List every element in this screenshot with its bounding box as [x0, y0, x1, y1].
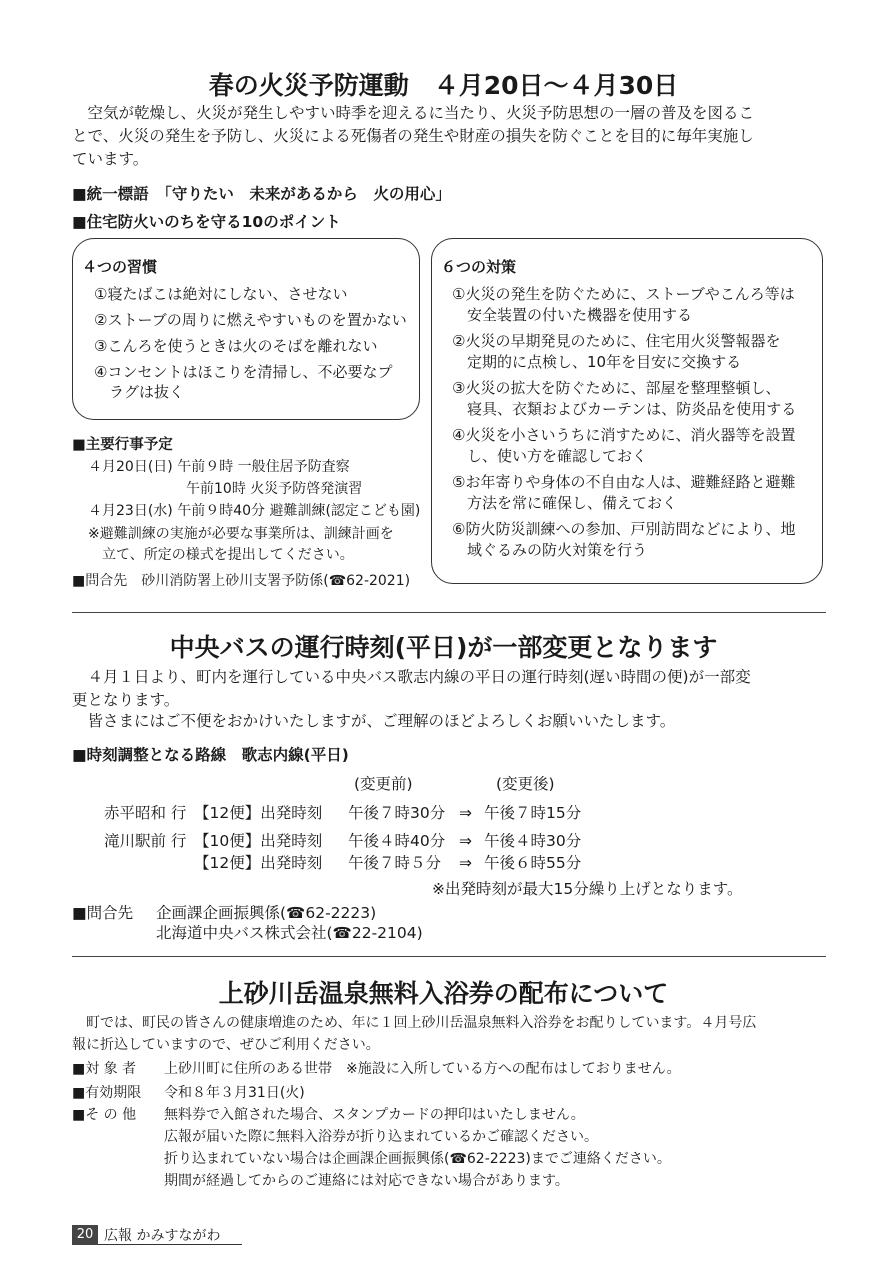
bus-intro-line-2: 更となります。 [72, 691, 180, 709]
fire-points-heading: ■住宅防火いのちを守る10のポイント [72, 213, 341, 231]
fire-intro-line-2: とで、火災の発生を予防し、火災による死傷者の発生や財産の損失を防ぐことを目的に毎年実施し [72, 127, 754, 145]
arrow-icon: ⇒ [459, 854, 472, 872]
after-label: (変更後) [496, 775, 555, 793]
measure-item: 定期的に点検し、10年を目安に交換する [452, 353, 742, 371]
bus-contact-line: 企画課企画振興係(☎62-2223) [156, 904, 377, 922]
habits-heading: ４つの習慣 [82, 258, 158, 276]
event-line: 立て、所定の様式を提出してください。 [88, 547, 354, 563]
habit-item: ④コンセントはほこりを清掃し、不必要なプ [94, 363, 393, 381]
onsen-intro-line-1: 町では、町民の皆さんの健康増進のため、年に１回上砂川岳温泉無料入浴券をお配りしています。４月号広 [72, 1015, 757, 1031]
bus-after-time: 午後６時55分 [484, 854, 582, 872]
before-label: (変更前) [354, 775, 413, 793]
habit-item: ラグは抜く [94, 383, 185, 401]
bus-bin: 【12便】出発時刻 [194, 854, 323, 872]
bus-after-time: 午後４時30分 [484, 832, 582, 850]
fire-contact: ■問合先 砂川消防署上砂川支署予防係(☎62-2021) [72, 573, 411, 589]
bus-intro-line-3: 皆さまにはご不便をおかけいたしますが、ご理解のほどよろしくお願いいたします。 [72, 712, 676, 730]
measure-item: ⑤お年寄りや身体の不自由な人は、避難経路と避難 [452, 473, 796, 491]
onsen-other-line: 折り込まれていない場合は企画課企画振興係(☎62-2223)までご連絡ください。 [164, 1151, 671, 1167]
fire-title: 春の火災予防運動 ４月20日～４月30日 [208, 71, 679, 100]
footer-publication: 広報 かみすながわ [104, 1228, 221, 1244]
habit-item: ②ストーブの周りに燃えやすいものを置かない [94, 311, 407, 329]
measure-item: 域ぐるみの防火対策を行う [452, 541, 648, 559]
bus-before-time: 午後７時30分 [348, 804, 446, 822]
fire-intro-line-3: ています。 [72, 150, 149, 168]
measure-item: 寝具、衣類およびカーテンは、防炎品を使用する [452, 400, 797, 418]
measure-item: 方法を常に確保し、備えておく [452, 494, 678, 512]
bus-contact-line: 北海道中央バス株式会社(☎22-2104) [156, 924, 423, 942]
onsen-intro-line-2: 報に折込していますので、ぜひご利用ください。 [72, 1037, 380, 1053]
bus-note: ※出発時刻が最大15分繰り上げとなります。 [432, 880, 743, 898]
bus-before-time: 午後７時５分 [348, 854, 442, 872]
measure-item: ⑥防火防災訓練への参加、戸別訪問などにより、地 [452, 520, 796, 538]
onsen-target-value: 上砂川町に住所のある世帯 ※施設に入所している方への配布はしておりません。 [164, 1061, 681, 1077]
event-line: ※避難訓練の実施が必要な事業所は、訓練計画を [88, 526, 394, 542]
bus-before-time: 午後４時40分 [348, 832, 446, 850]
bus-bin: 【10便】出発時刻 [194, 832, 323, 850]
event-line: ４月23日(水) 午前９時40分 避難訓練(認定こども園) [88, 503, 421, 519]
arrow-icon: ⇒ [459, 832, 472, 850]
fire-slogan: ■統一標語 「守りたい 未来があるから 火の用心」 [72, 185, 451, 203]
onsen-other-line: 無料券で入館された場合、スタンプカードの押印はいたしません。 [164, 1107, 585, 1123]
event-line: 午前10時 火災予防啓発演習 [186, 481, 363, 497]
bus-after-time: 午後７時15分 [484, 804, 582, 822]
bus-dest: 赤平昭和 行 [104, 804, 187, 822]
bus-intro-line-1: ４月１日より、町内を運行している中央バス歌志内線の平日の運行時刻(遅い時間の便)が一部変 [72, 668, 751, 686]
page-number: 20 [72, 1225, 98, 1245]
fire-intro-line-1: 空気が乾燥し、火災が発生しやすい時季を迎えるに当たり、火災予防思想の一層の普及を図るこ [72, 104, 755, 122]
event-line: ４月20日(日) 午前９時 一般住居予防査察 [88, 459, 350, 475]
measure-item: し、使い方を確認しておく [452, 447, 648, 465]
bus-title: 中央バスの運行時刻(平日)が一部変更となります [169, 633, 718, 662]
events-heading: ■主要行事予定 [72, 437, 173, 453]
onsen-title: 上砂川岳温泉無料入浴券の配布について [218, 979, 669, 1008]
bus-route-heading: ■時刻調整となる路線 歌志内線(平日) [72, 746, 349, 764]
bus-contact-label: ■問合先 [72, 904, 134, 922]
arrow-icon: ⇒ [459, 804, 472, 822]
onsen-other-line: 広報が届いた際に無料入浴券が折り込まれているかご確認ください。 [164, 1129, 598, 1145]
footer-underline [98, 1244, 242, 1245]
onsen-label-target: ■対 象 者 [72, 1061, 137, 1077]
measures-heading: ６つの対策 [441, 258, 517, 276]
measure-item: 安全装置の付いた機器を使用する [452, 306, 693, 324]
bus-dest: 滝川駅前 行 [104, 832, 187, 850]
bus-bin: 【12便】出発時刻 [194, 804, 323, 822]
measure-item: ②火災の早期発見のために、住宅用火災警報器を [452, 332, 781, 350]
section-divider [72, 612, 826, 613]
onsen-other-line: 期間が経過してからのご連絡には対応できない場合があります。 [164, 1173, 569, 1189]
measure-item: ④火災を小さいうちに消すために、消火器等を設置 [452, 426, 796, 444]
onsen-label-other: ■そ の 他 [72, 1107, 137, 1123]
section-divider [72, 956, 826, 957]
habit-item: ①寝たばこは絶対にしない、させない [94, 285, 348, 303]
measure-item: ③火災の拡大を防ぐために、部屋を整理整頓し、 [452, 379, 781, 397]
measure-item: ①火災の発生を防ぐために、ストーブやこんろ等は [452, 285, 795, 303]
onsen-label-expiry: ■有効期限 [72, 1085, 142, 1101]
onsen-expiry-value: 令和８年３月31日(火) [164, 1085, 305, 1101]
habit-item: ③こんろを使うときは火のそばを離れない [94, 337, 378, 355]
